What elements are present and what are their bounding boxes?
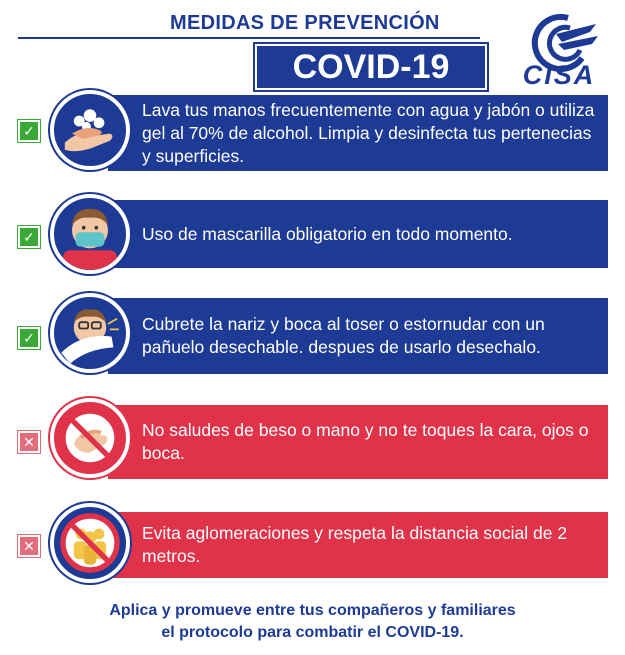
- measure-banner-cough: [108, 298, 608, 374]
- check-icon: ✓: [18, 327, 40, 349]
- measure-banner-no-crowds: [108, 512, 608, 578]
- page-title: COVID-19: [255, 44, 487, 90]
- measure-text: Uso de mascarilla obligatorio en todo momento.: [142, 223, 513, 244]
- no-handshake-icon: [50, 398, 130, 478]
- no-crowds-icon: [50, 503, 130, 583]
- measure-text: Lava tus manos frecuentemente con agua y jabón o utiliza gel al 70% de alcohol. Limpia y desinfecta tus pertenecias y superficies.: [142, 99, 595, 166]
- cross-icon: ✕: [18, 535, 40, 557]
- check-icon: ✓: [18, 226, 40, 248]
- check-icon: ✓: [18, 120, 40, 142]
- measure-banner-mask: [108, 200, 608, 268]
- hand-washing-icon: [50, 90, 130, 170]
- header-rule: [18, 37, 480, 39]
- cough-elbow-icon: [50, 293, 130, 373]
- footer-line-1: Aplica y promueve entre tus compañeros y familiares: [109, 602, 516, 619]
- measure-text: Evita aglomeraciones y respeta la distancia social de 2 metros.: [142, 523, 568, 566]
- measure-text: Cubrete la nariz y boca al toser o estornudar con un pañuelo desechable. despues de usarlo desechalo.: [142, 314, 545, 357]
- measure-banner-handwashing: [108, 95, 608, 171]
- page-heading: MEDIDAS DE PREVENCIÓN: [170, 12, 440, 34]
- footer-line-2: el protocolo para combatir el COVID-19.: [161, 624, 464, 641]
- logo-wordmark: CISA: [522, 60, 596, 90]
- cross-icon: ✕: [18, 431, 40, 453]
- measure-text: No saludes de beso o mano y no te toques la cara, ojos o boca.: [142, 420, 589, 463]
- face-mask-icon: [50, 194, 130, 274]
- footer-message: [0, 600, 625, 644]
- measure-banner-no-greeting: [108, 405, 608, 479]
